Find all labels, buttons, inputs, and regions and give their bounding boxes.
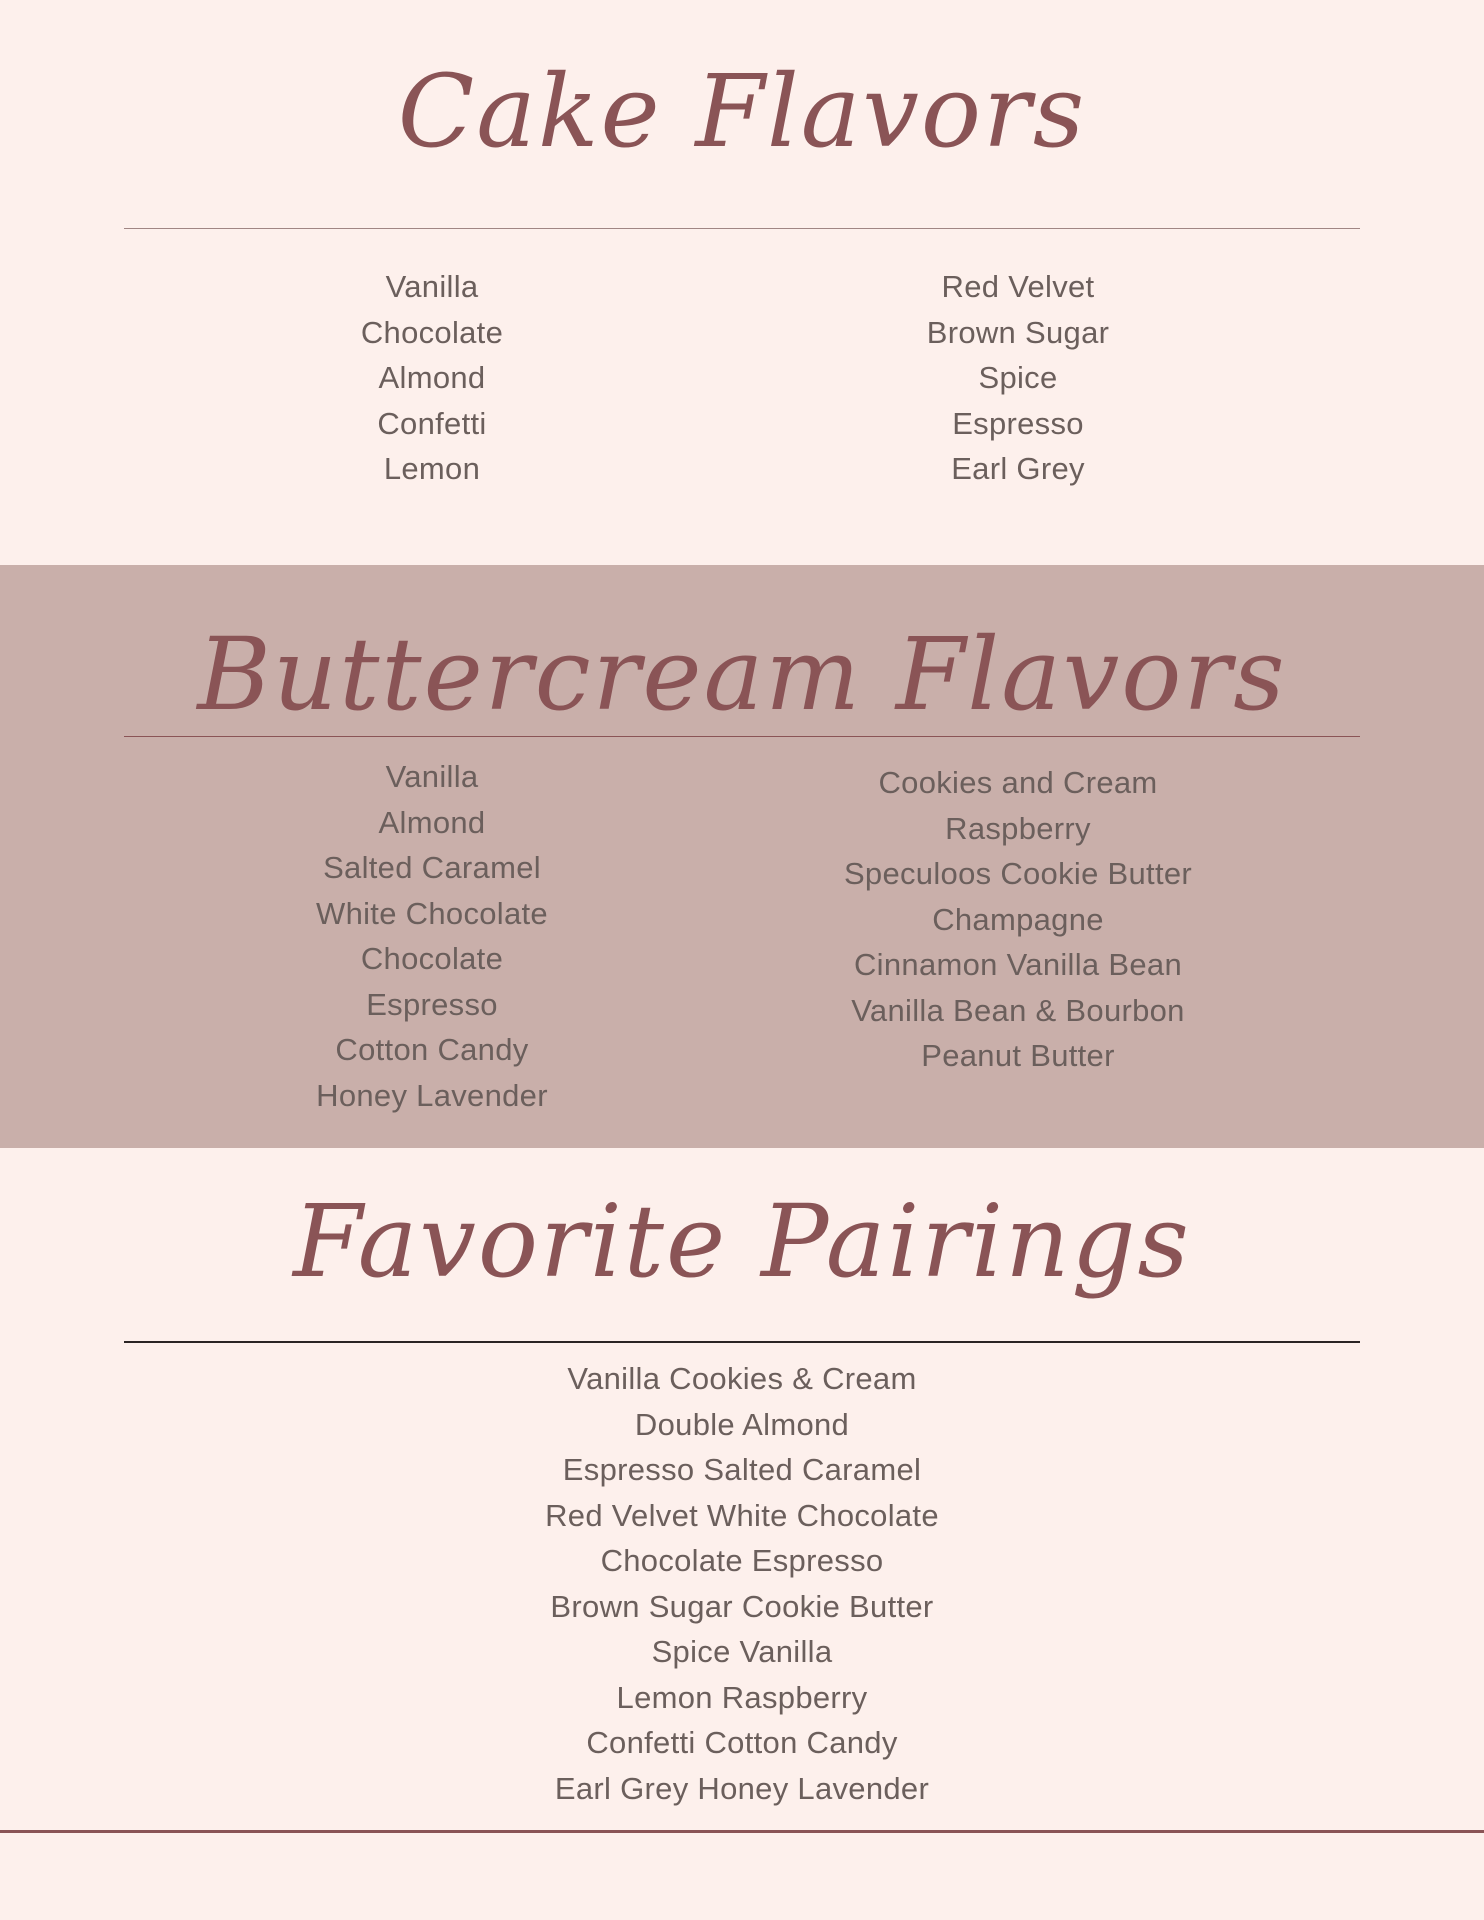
list-item: Espresso [366,986,498,1022]
list-item: Brown Sugar Cookie Butter [550,1588,934,1624]
list-item: Earl Grey Honey Lavender [554,1770,930,1806]
favorite-pairings-title: Favorite Pairings [293,1183,1191,1300]
favorite-pairings-list [342,1356,1142,1811]
cake-flavors-right-list [818,264,1218,492]
buttercream-divider [124,736,1360,737]
list-item: Chocolate [360,314,504,350]
list-item: Spice Vanilla [651,1634,833,1669]
list-item: Cinnamon Vanilla Bean [854,947,1182,982]
list-item: White Chocolate [316,895,548,931]
cake-flavors-title: Cake Flavors [397,53,1087,170]
list-item: Brown Sugar [926,314,1110,350]
list-item: Raspberry [945,810,1091,846]
list-item: Vanilla [385,759,479,794]
pairings-divider [124,1341,1360,1343]
buttercream-flavors-right-list [768,760,1268,1079]
list-item: Speculoos Cookie Butter [843,856,1193,891]
list-item: Confetti [377,405,487,441]
buttercream-flavors-section [0,565,1484,1148]
list-item: Almond [378,360,486,395]
list-item: Vanilla [385,269,479,304]
list-item: Lemon [383,451,481,486]
list-item: Red Velvet White Chocolate [545,1497,939,1533]
list-item: Chocolate Espresso [600,1543,884,1578]
list-item: Vanilla Bean & Bourbon [851,992,1185,1028]
list-item: Confetti Cotton Candy [586,1725,898,1760]
cake-divider [124,228,1360,229]
list-item: Cotton Candy [335,1032,529,1067]
list-item: Cookies and Cream [878,765,1158,800]
list-item: Lemon Raspberry [616,1679,868,1715]
list-item: Peanut Butter [921,1038,1115,1073]
buttercream-flavors-title: Buttercream Flavors [197,616,1287,733]
buttercream-flavors-left-list [232,754,632,1118]
list-item: Honey Lavender [316,1077,548,1113]
list-item: Champagne [932,901,1104,937]
list-item: Chocolate [360,941,504,976]
favorite-pairings-section [0,1148,1484,1920]
bottom-divider [0,1830,1484,1833]
list-item: Earl Grey [951,451,1085,486]
list-item: Espresso Salted Caramel [562,1452,922,1487]
list-item: Spice [978,360,1058,395]
cake-flavors-section [0,0,1484,565]
list-item: Red Velvet [941,269,1095,304]
list-item: Vanilla Cookies & Cream [567,1361,917,1396]
list-item: Double Almond [634,1406,850,1442]
list-item: Almond [378,804,486,840]
cake-flavors-left-list [232,264,632,492]
list-item: Espresso [952,405,1084,441]
list-item: Salted Caramel [323,850,541,885]
